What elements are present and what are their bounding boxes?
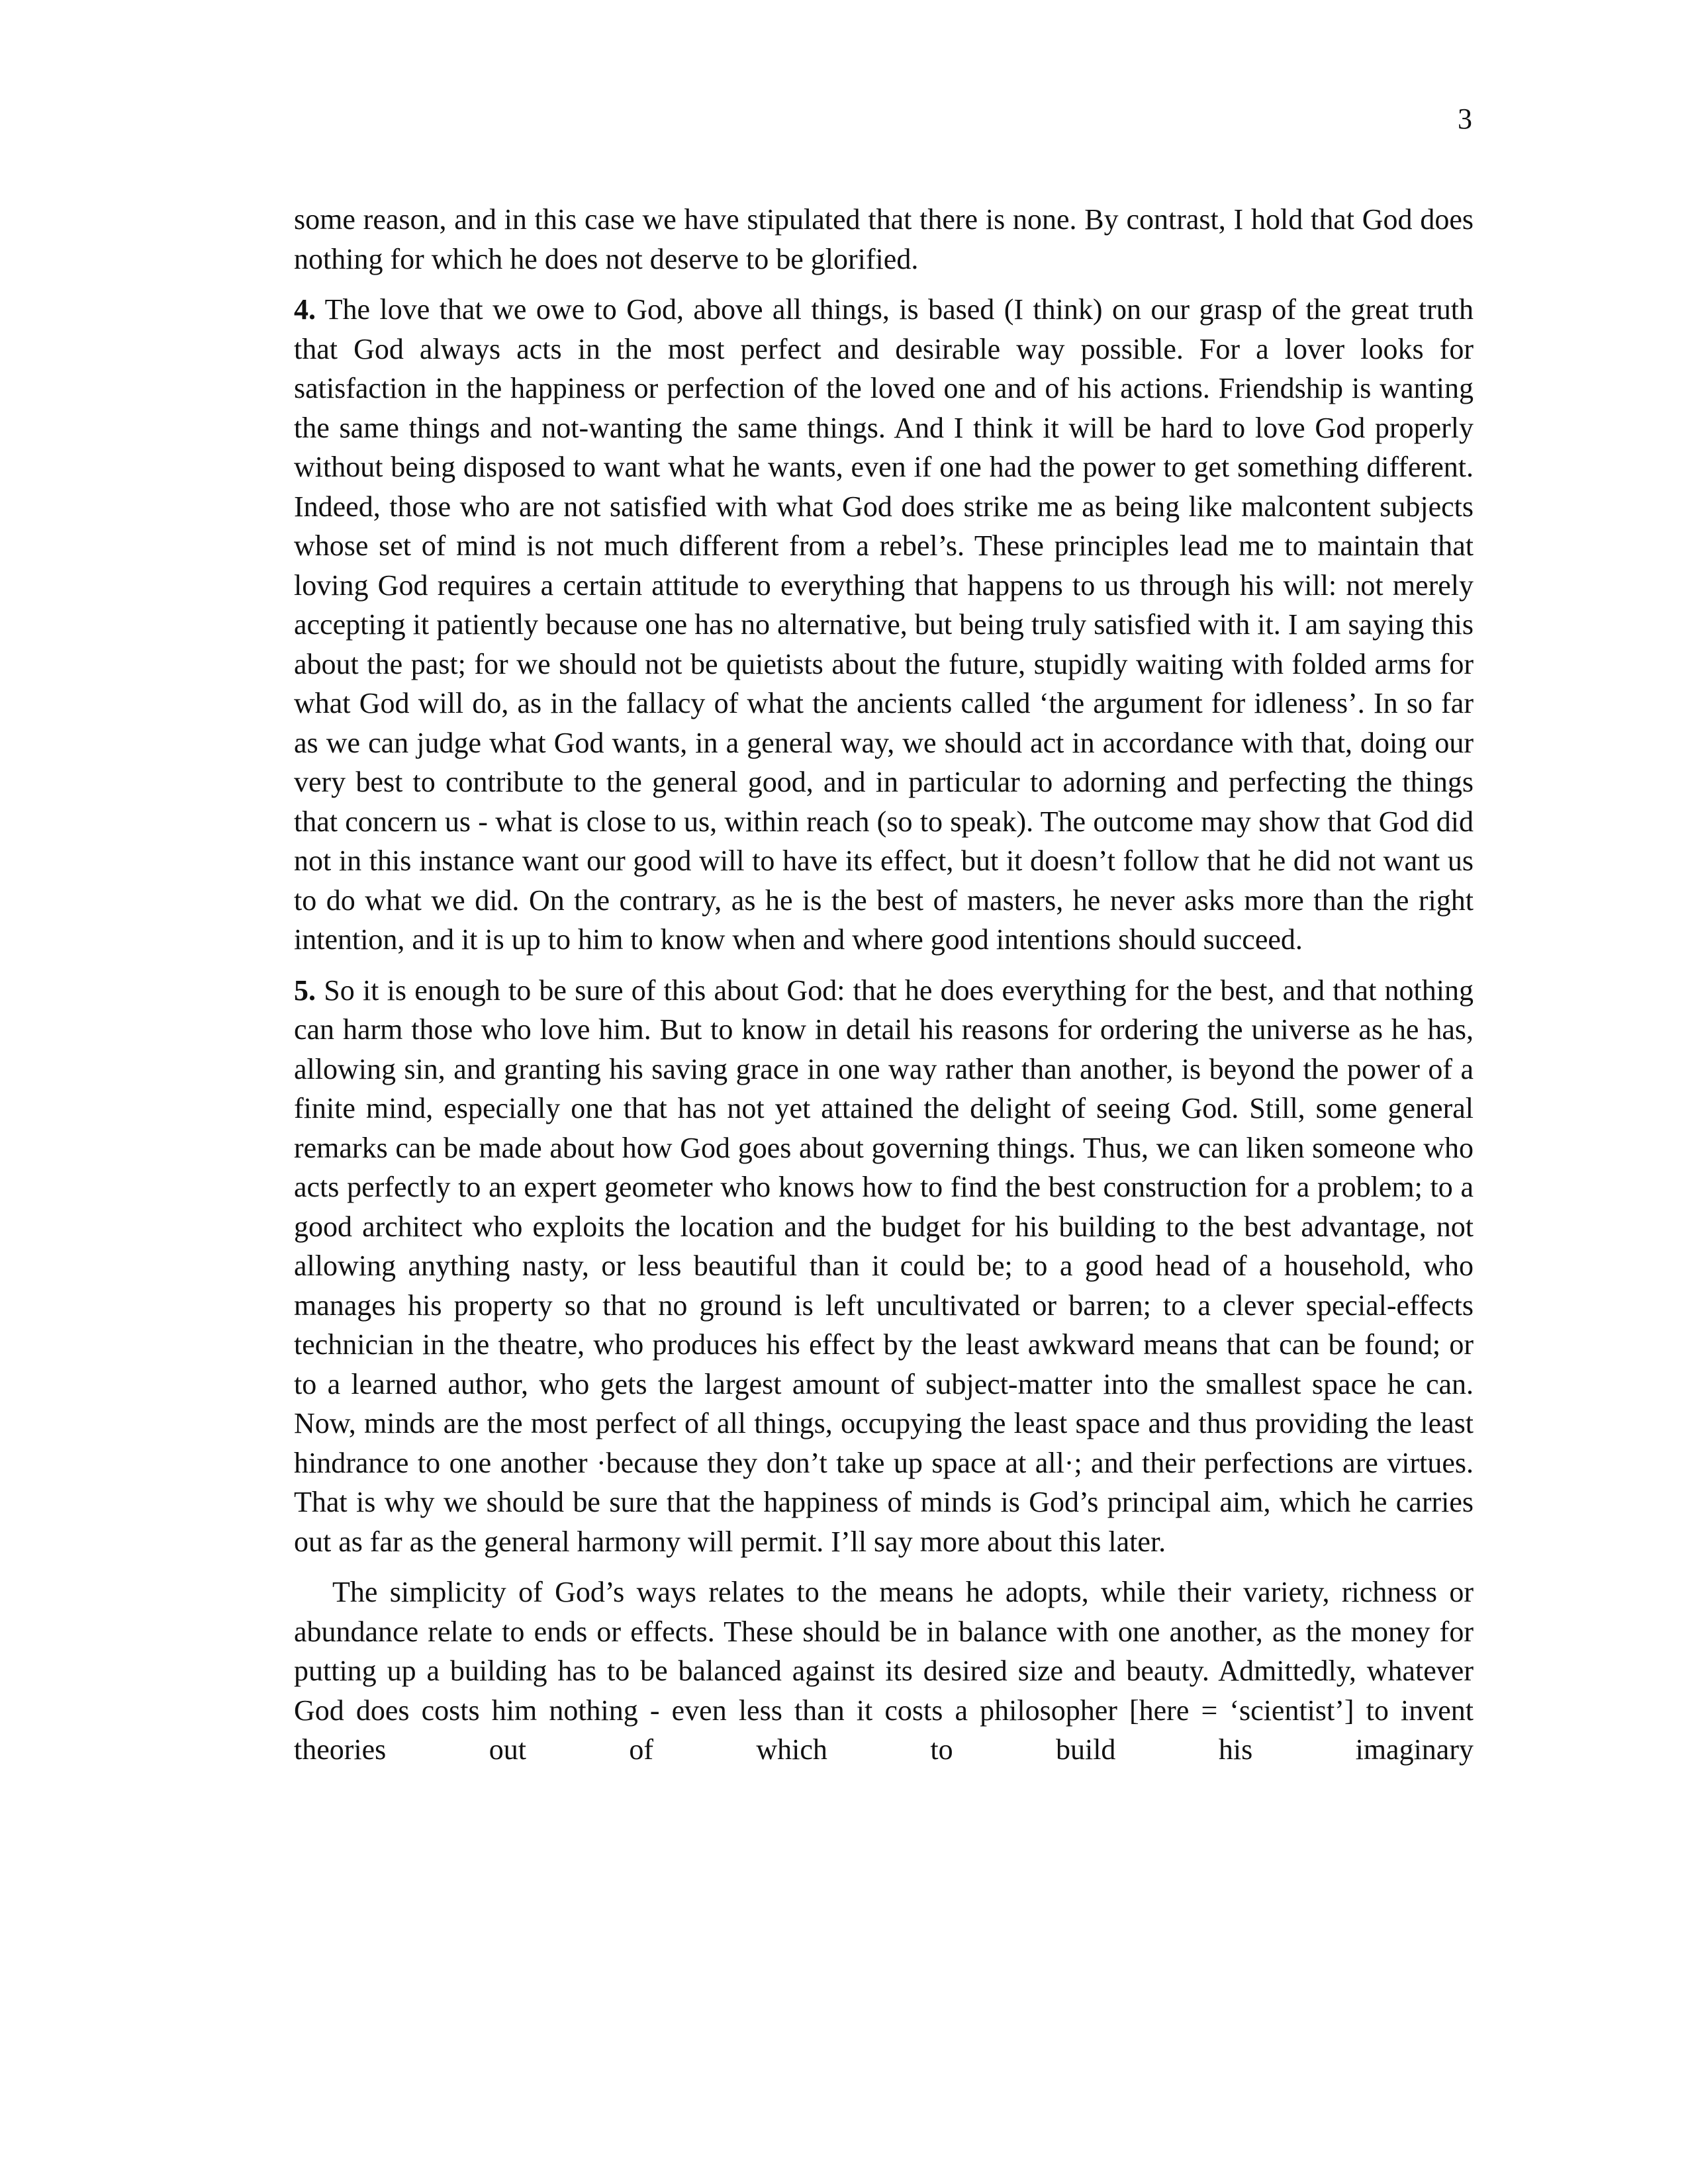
paragraph-continuation bbox=[294, 200, 1474, 279]
body-text bbox=[294, 200, 1474, 1781]
paragraph-simplicity bbox=[294, 1572, 1474, 1770]
paragraph-text: So it is enough to be sure of this about God: that he does everything for the best, and that nothing can harm those who love him. But to know in detail his reasons for ordering the universe as he has, allowing sin, and granting his saving grace in one way rather than another, is beyond the power of a finite mind, especially one that has not yet attained the delight of seeing God. Still, some general remarks can be made about how God goes about governing things. Thus, we can liken someone who acts perfectly to an expert geometer who knows how to find the best construction for a problem; to a good architect who exploits the location and the budget for his building to the best advantage, not allowing anything nasty, or less beautiful than it could be; to a good head of a household, who manages his property so that no ground is left uncultivated or barren; to a clever special-effects technician in the theatre, who produces his effect by the least awkward means that can be found; or to a learned author, who gets the largest amount of subject-matter into the smallest space he can. Now, minds are the most perfect of all things, occupying the least space and thus providing the least hindrance to one another ·because they don’t take up space at all·; and their perfections are virtues. That is why we should be sure that the happiness of minds is God’s principal aim, which he carries out as far as the general harmony will permit. I’ll say more about this later. bbox=[294, 974, 1474, 1558]
page-number: 3 bbox=[1458, 103, 1472, 135]
section-number: 4. bbox=[294, 293, 316, 326]
paragraph-text: The simplicity of God’s ways relates to the means he adopts, while their variety, richness or abundance relate to ends or effects. These should be in balance with one another, as the money for putting up a building has to be balanced against its desired size and beauty. Admittedly, whatever God does costs him nothing - even less than it costs a philosopher [here = ‘scientist’] to invent theories out of which to build his imaginary bbox=[294, 1576, 1474, 1766]
section-number: 5. bbox=[294, 974, 316, 1007]
paragraph-text: The love that we owe to God, above all things, is based (I think) on our grasp of the great truth that God always acts in the most perfect and desirable way possible. For a lover looks for satisfaction in the happiness or perfection of the loved one and of his actions. Friendship is wanting the same things and not-wanting the same things. And I think it will be hard to love God properly without being disposed to want what he wants, even if one had the power to get something different. Indeed, those who are not satisfied with what God does strike me as being like malcontent subjects whose set of mind is not much different from a rebel’s. These principles lead me to maintain that loving God requires a certain attitude to everything that happens to us through his will: not merely accepting it patiently because one has no alternative, but being truly satisfied with it. I am saying this about the past; for we should not be quietists about the future, stupidly waiting with folded arms for what God will do, as in the fallacy of what the ancients called ‘the argument for idleness’. In so far as we can judge what God wants, in a general way, we should act in accordance with that, doing our very best to contribute to the general good, and in particular to adorning and perfecting the things that concern us - what is close to us, within reach (so to speak). The outcome may show that God did not in this instance want our good will to have its effect, but it doesn’t follow that he did not want us to do what we did. On the contrary, as he is the best of masters, he never asks more than the right intention, and it is up to him to know when and where good intentions should succeed. bbox=[294, 293, 1474, 956]
paragraph-section-4 bbox=[294, 290, 1474, 960]
paragraph-section-5 bbox=[294, 971, 1474, 1562]
paragraph-text: some reason, and in this case we have stipulated that there is none. By contrast, I hold that God does nothing for which he does not deserve to be glorified. bbox=[294, 203, 1474, 275]
